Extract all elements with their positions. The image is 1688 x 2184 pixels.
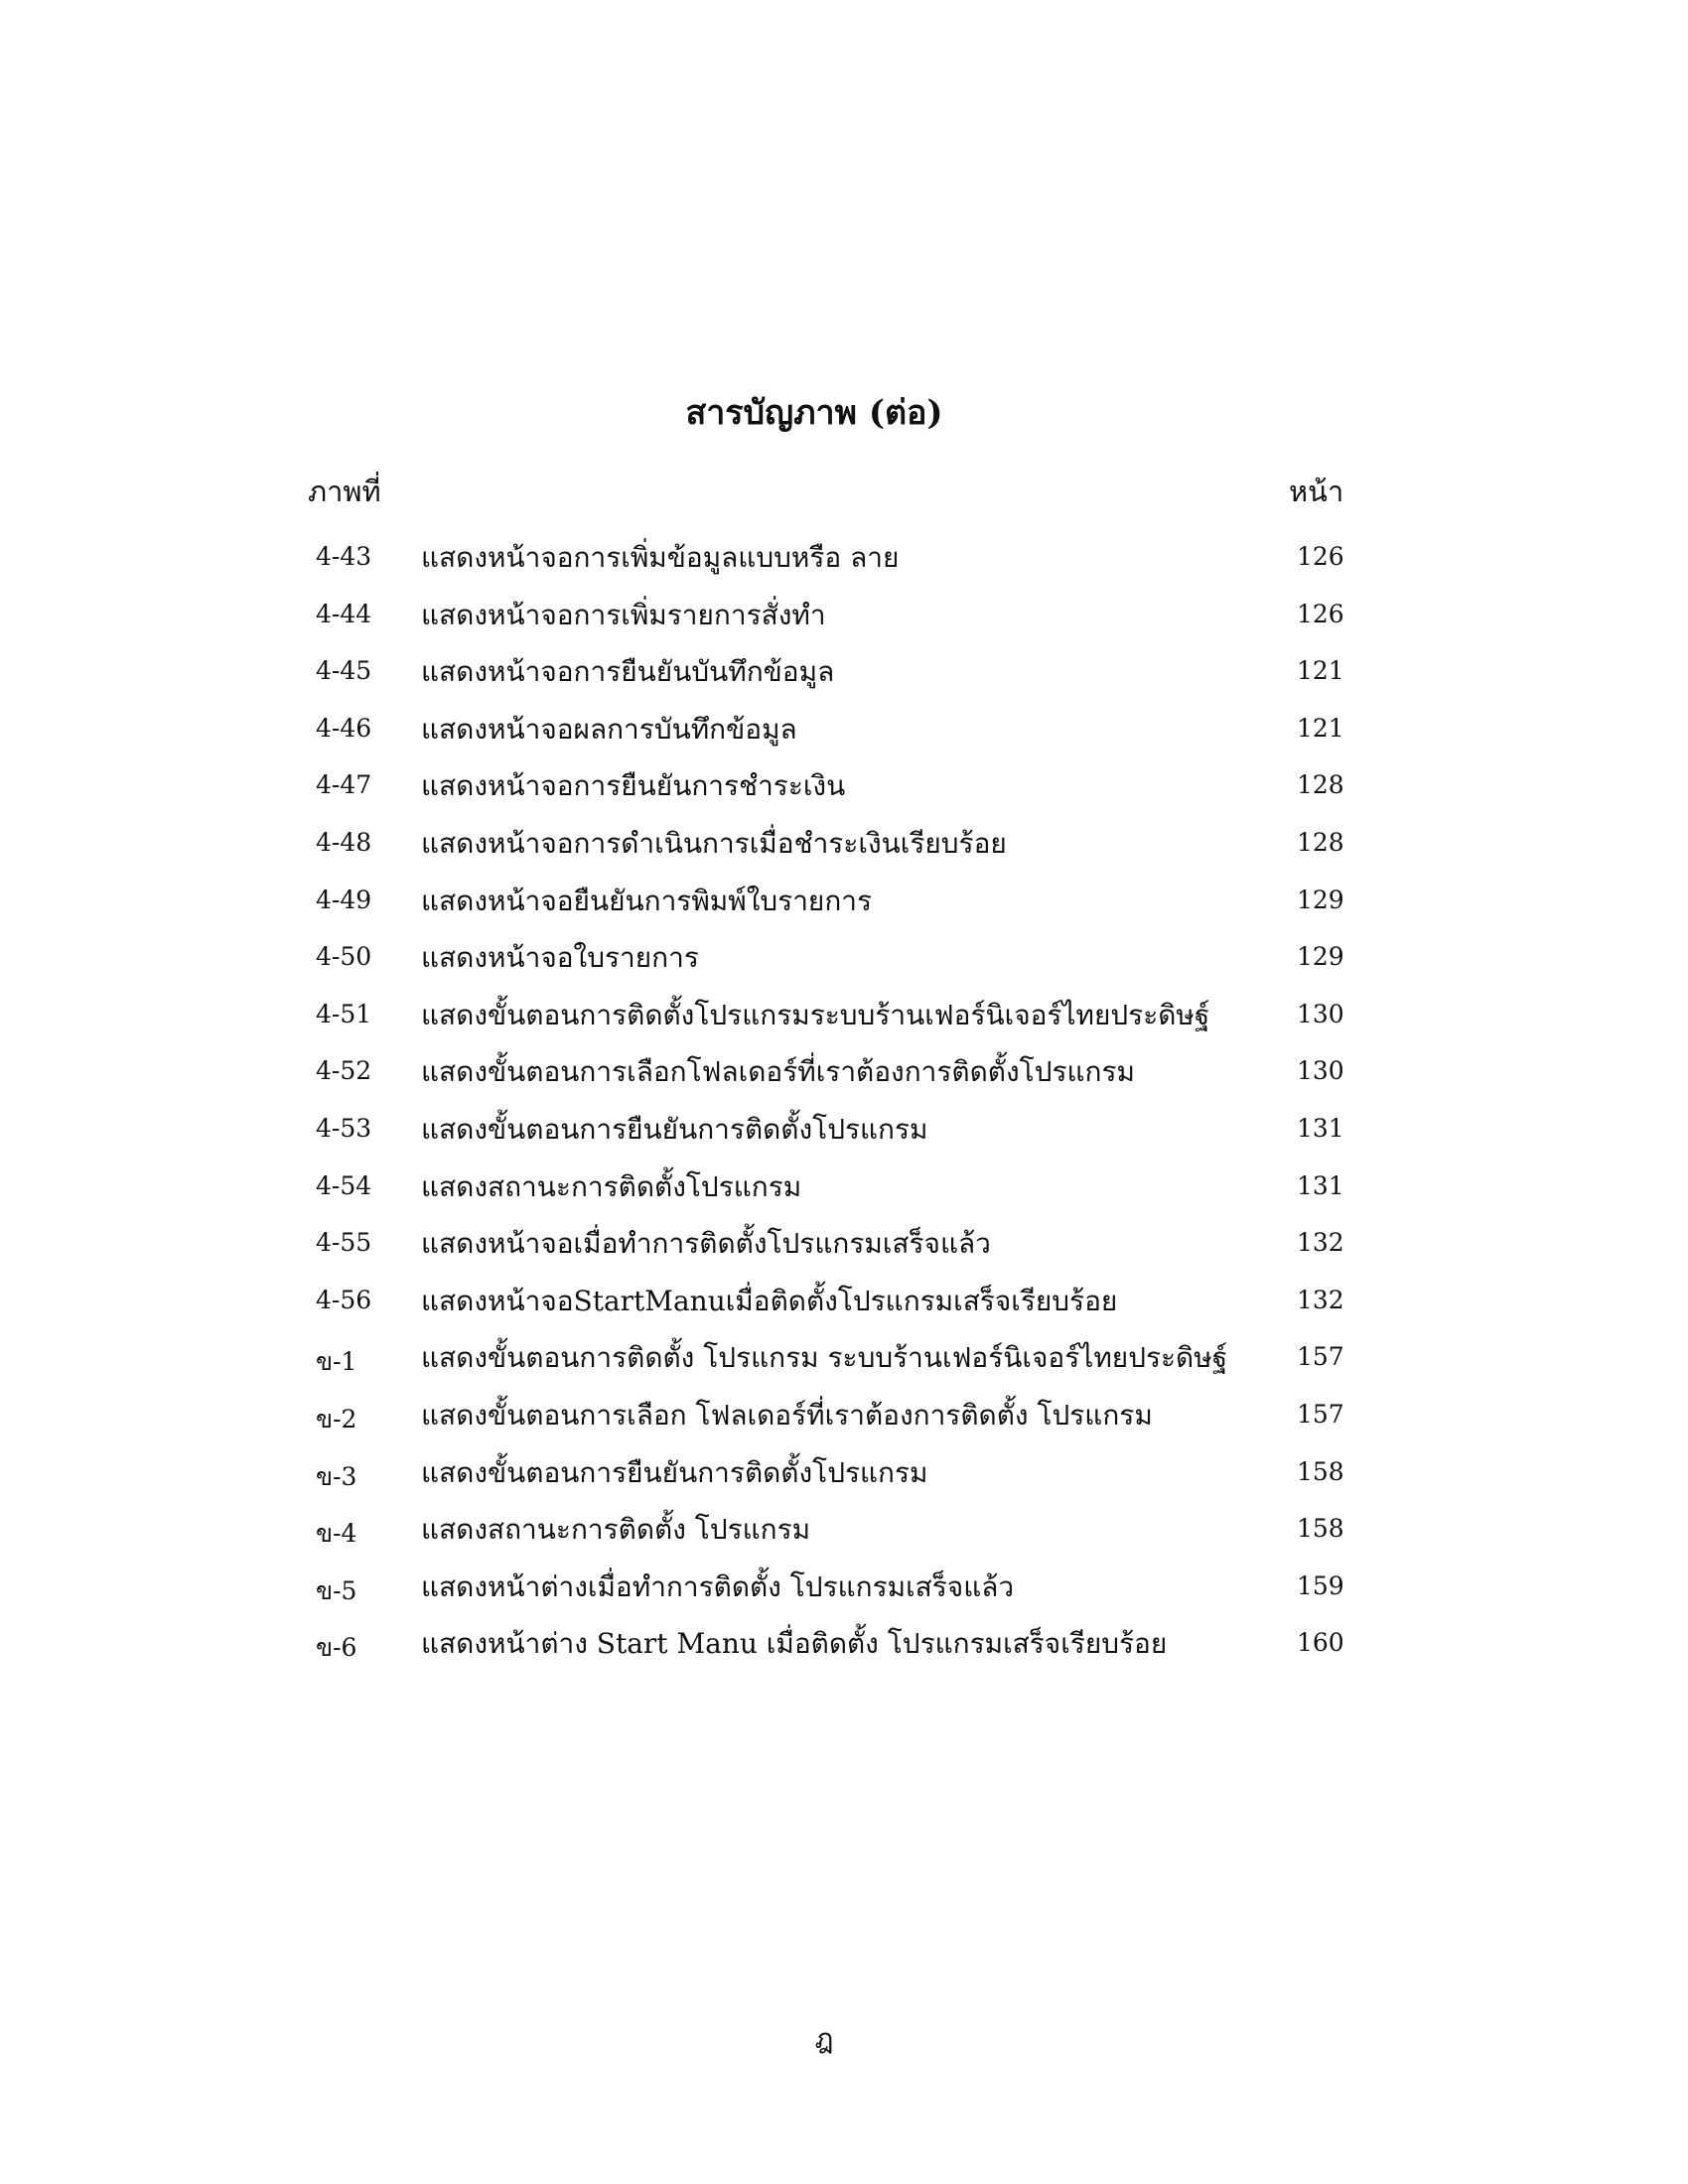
figure-number: 4-49	[316, 885, 372, 914]
figure-number: ข-5	[316, 1575, 357, 1605]
figure-caption: แสดงหน้าต่าง Start Manu เมื่อติดตั้ง โปรแกรมเสร็จเรียบร้อย	[421, 1627, 1168, 1661]
figure-number: 4-50	[316, 942, 372, 972]
page-number: 126	[1297, 599, 1344, 628]
figure-number: 4-47	[316, 770, 372, 800]
page-number: 159	[1297, 1570, 1344, 1600]
figure-caption: แสดงหน้าจอการดำเนินการเมื่อชำระเงินเรียบร้อย	[421, 826, 1007, 860]
page-number: 121	[1297, 656, 1344, 686]
figure-number: ข-3	[316, 1461, 357, 1491]
list-item	[0, 1390, 1688, 1447]
list-item	[0, 1218, 1688, 1276]
figure-number: 4-55	[316, 1228, 372, 1258]
figure-caption: แสดงขั้นตอนการยืนยันการติดตั้งโปรแกรม	[421, 1112, 928, 1146]
list-item	[0, 818, 1688, 876]
figure-caption: แสดงหน้าต่างเมื่อทำการติดตั้ง โปรแกรมเสร็จแล้ว	[421, 1570, 1015, 1603]
page-number: 160	[1297, 1628, 1344, 1658]
page-number: 131	[1297, 1170, 1344, 1200]
list-item	[0, 1046, 1688, 1104]
figure-number: 4-46	[316, 713, 372, 743]
figure-caption: แสดงหน้าจอการยืนยันบันทึกข้อมูล	[421, 655, 835, 689]
figure-caption: แสดงหน้าจอการยืนยันการชำระเงิน	[421, 769, 846, 803]
page-column-header: หน้า	[1289, 475, 1344, 508]
page-title: สารบัญภาพ (ต่อ)	[685, 393, 943, 433]
list-item	[0, 590, 1688, 647]
figure-number: 4-54	[316, 1170, 372, 1200]
page-number: 121	[1297, 713, 1344, 743]
list-item	[0, 1447, 1688, 1505]
figure-caption: แสดงหน้าจอเมื่อทำการติดตั้งโปรแกรมเสร็จแล้ว	[421, 1227, 991, 1261]
page-number: 128	[1297, 770, 1344, 800]
page-number: 157	[1297, 1342, 1344, 1372]
figure-caption: แสดงหน้าจอการเพิ่มข้อมูลแบบหรือ ลาย	[421, 541, 900, 574]
figure-caption: แสดงหน้าจอStartManuเมื่อติดตั้งโปรแกรมเสร็จเรียบร้อย	[421, 1284, 1118, 1317]
list-item	[0, 1332, 1688, 1390]
page-number: 131	[1297, 1113, 1344, 1143]
figure-number: ข-1	[316, 1347, 357, 1377]
figure-caption: แสดงสถานะการติดตั้ง โปรแกรม	[421, 1513, 811, 1547]
page-number: 130	[1297, 1056, 1344, 1086]
page-number: 132	[1297, 1228, 1344, 1258]
page-folio: ฎ	[814, 2022, 834, 2055]
page-number: 130	[1297, 999, 1344, 1028]
list-item	[0, 1504, 1688, 1562]
figure-caption: แสดงหน้าจอใบรายการ	[421, 941, 699, 975]
page-number: 158	[1297, 1514, 1344, 1544]
figure-number: ข-6	[316, 1633, 357, 1663]
list-item	[0, 932, 1688, 990]
figure-column-header: ภาพที่	[308, 475, 381, 508]
figure-number: 4-44	[316, 599, 372, 628]
figure-caption: แสดงขั้นตอนการยืนยันการติดตั้งโปรแกรม	[421, 1455, 928, 1489]
figure-number: 4-52	[316, 1056, 372, 1086]
list-item	[0, 646, 1688, 704]
figure-caption: แสดงขั้นตอนการติดตั้ง โปรแกรม ระบบร้านเฟอร์นิเจอร์ไทยประดิษฐ์	[421, 1341, 1228, 1375]
figure-caption: แสดงขั้นตอนการเลือกโฟลเดอร์ที่เราต้องการติดตั้งโปรแกรม	[421, 1055, 1136, 1089]
figure-caption: แสดงขั้นตอนการเลือก โฟลเดอร์ที่เราต้องการติดตั้ง โปรแกรม	[421, 1398, 1153, 1432]
figure-caption: แสดงหน้าจอยืนยันการพิมพ์ใบรายการ	[421, 884, 873, 917]
figure-number: ข-4	[316, 1519, 357, 1549]
page-number: 158	[1297, 1456, 1344, 1486]
page-number: 129	[1297, 885, 1344, 914]
figure-number: 4-43	[316, 542, 372, 571]
figure-caption: แสดงหน้าจอผลการบันทึกข้อมูล	[421, 712, 797, 746]
figure-number: 4-48	[316, 827, 372, 857]
page-number: 128	[1297, 827, 1344, 857]
figure-caption: แสดงขั้นตอนการติดตั้งโปรแกรมระบบร้านเฟอร์นิเจอร์ไทยประดิษฐ์	[421, 998, 1210, 1031]
list-item	[0, 532, 1688, 590]
page-number: 129	[1297, 942, 1344, 972]
list-item	[0, 1104, 1688, 1161]
list-item	[0, 990, 1688, 1047]
page-number: 157	[1297, 1399, 1344, 1429]
list-item	[0, 704, 1688, 761]
page-number: 132	[1297, 1285, 1344, 1314]
figure-number: 4-56	[316, 1285, 372, 1314]
list-item	[0, 876, 1688, 933]
figure-number: 4-53	[316, 1113, 372, 1143]
figure-number: 4-45	[316, 656, 372, 686]
page-number: 126	[1297, 542, 1344, 571]
figure-list	[0, 532, 1688, 1676]
list-item	[0, 1618, 1688, 1676]
list-item	[0, 1562, 1688, 1619]
list-item	[0, 1161, 1688, 1219]
list-item	[0, 1276, 1688, 1333]
figure-number: ข-2	[316, 1404, 357, 1433]
figure-caption: แสดงหน้าจอการเพิ่มรายการสั่งทำ	[421, 598, 826, 631]
figure-number: 4-51	[316, 999, 372, 1028]
list-item	[0, 760, 1688, 818]
figure-caption: แสดงสถานะการติดตั้งโปรแกรม	[421, 1169, 802, 1203]
